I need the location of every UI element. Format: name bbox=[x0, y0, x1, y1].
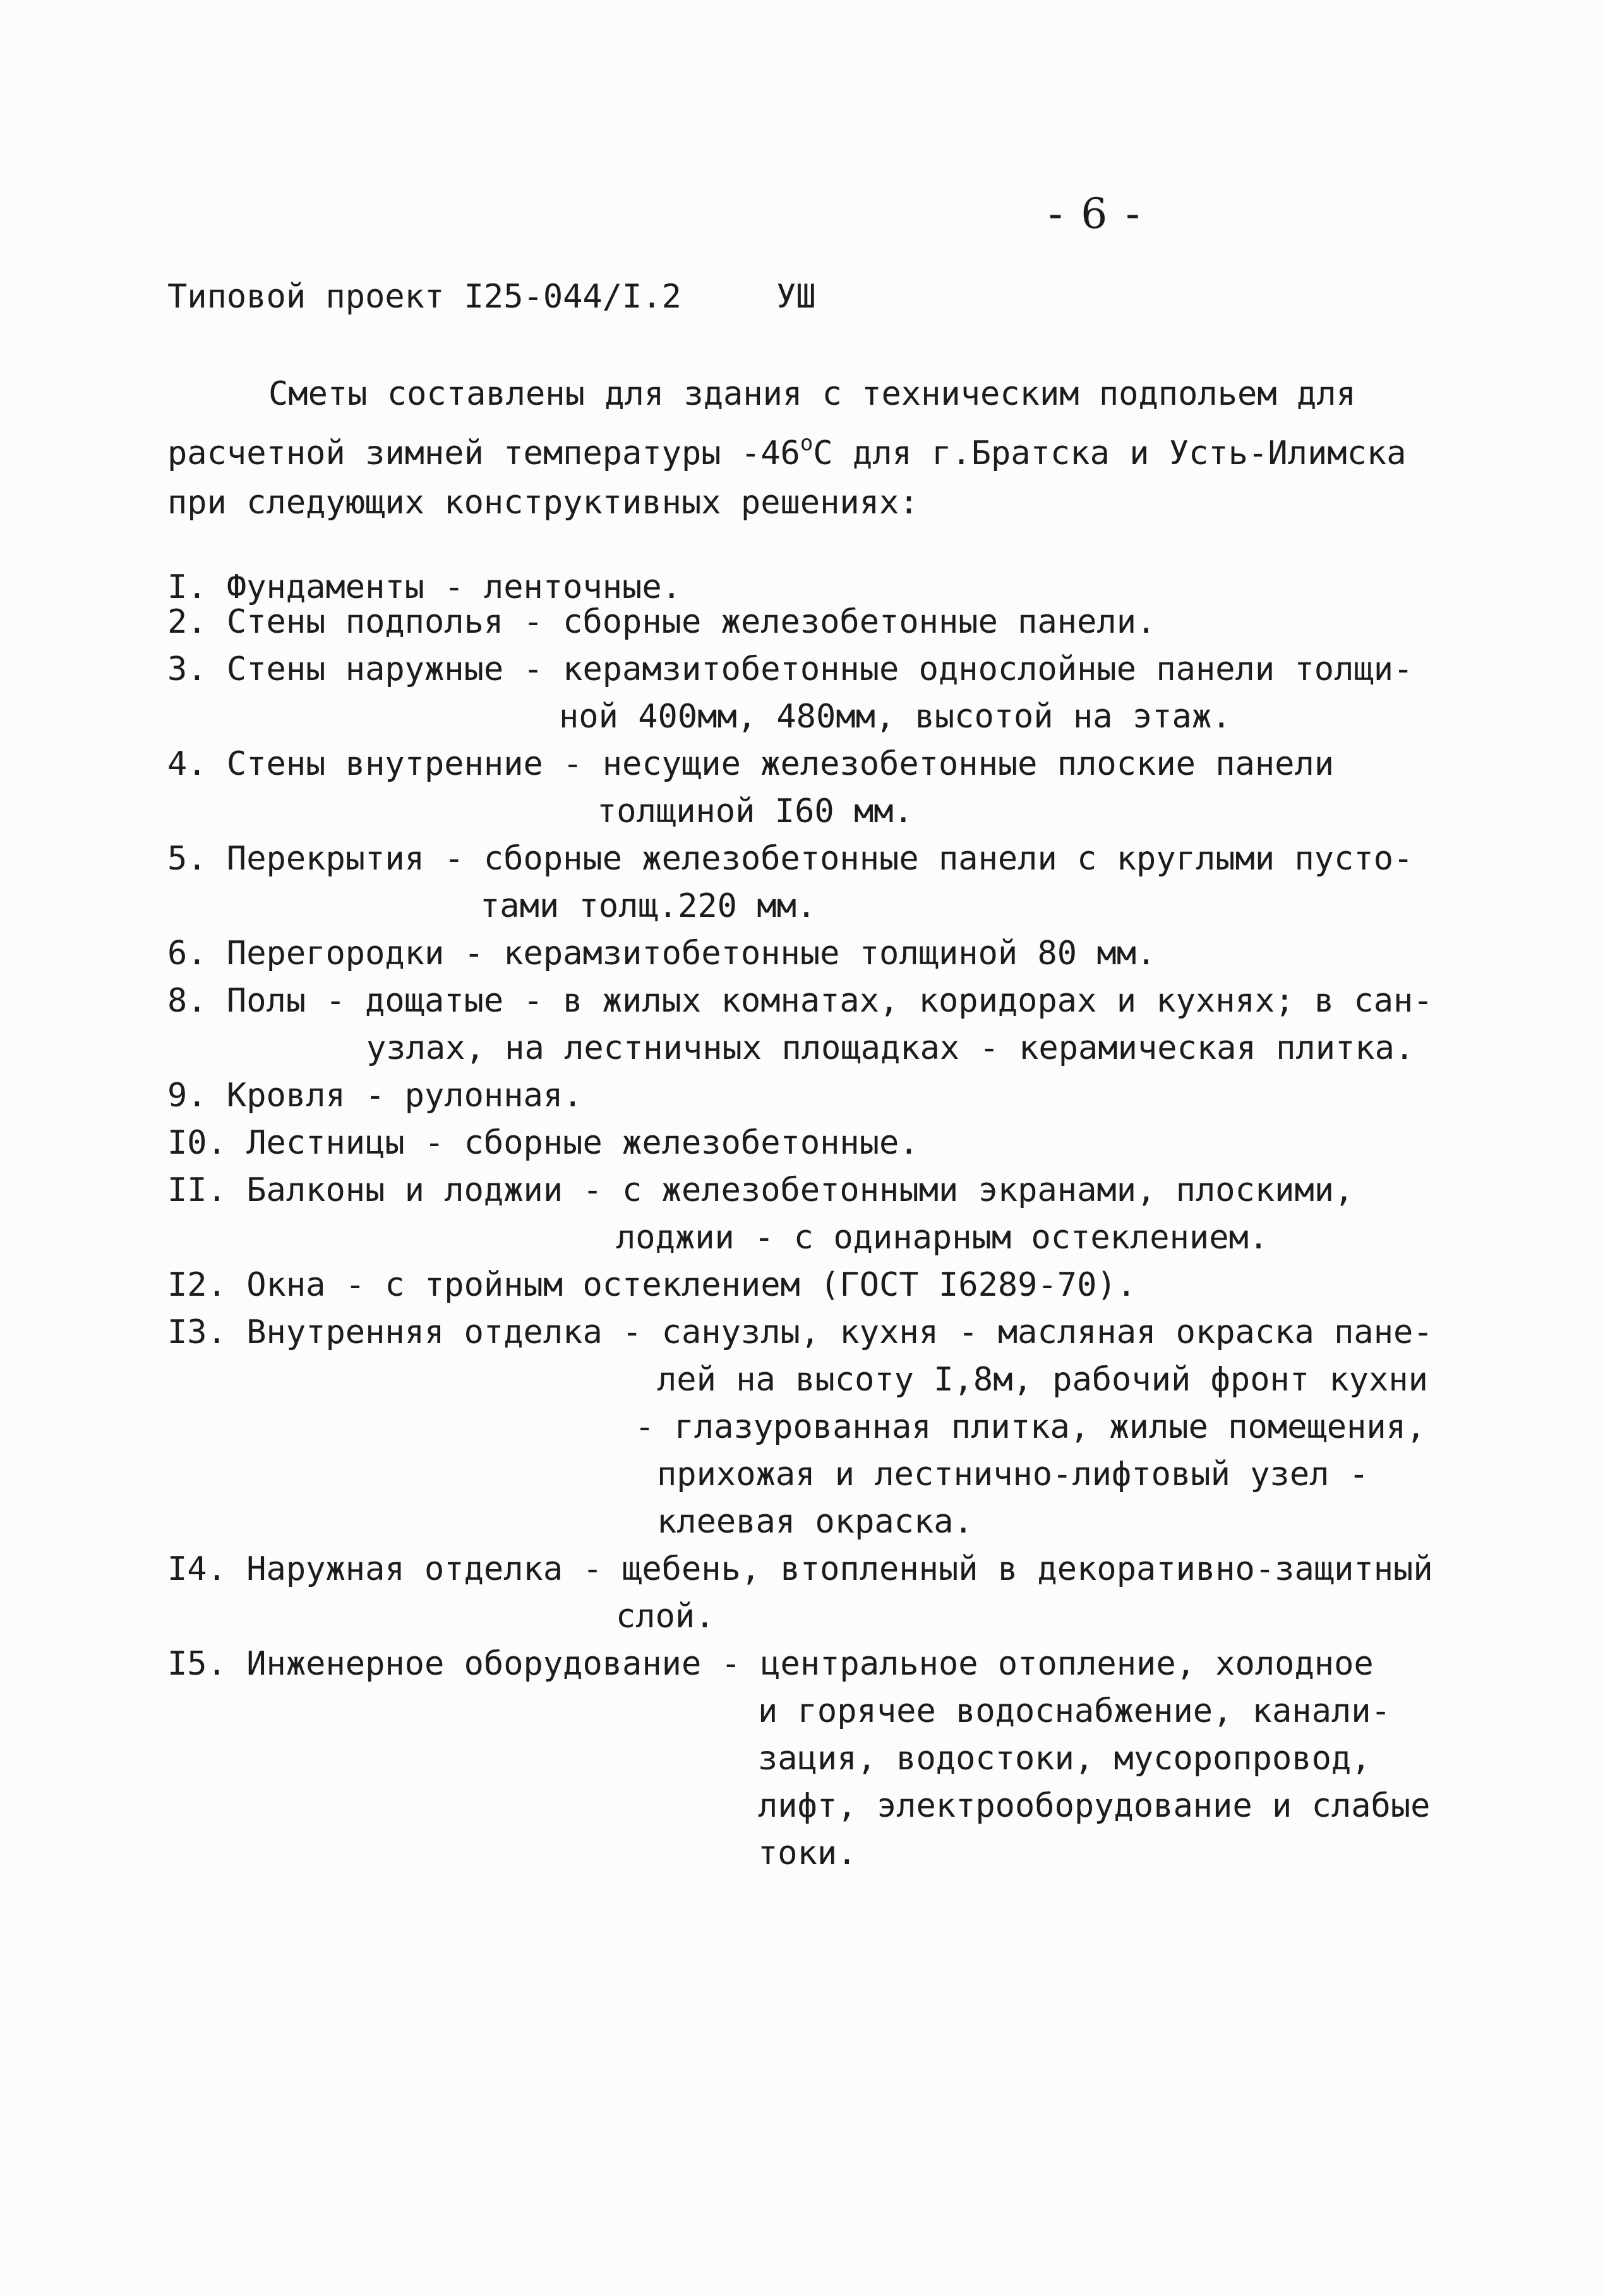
list-item-continuation: токи. bbox=[758, 1834, 857, 1872]
document-header bbox=[167, 278, 816, 316]
degree-mark: о bbox=[800, 431, 814, 456]
intro-line-2-start: расчетной зимней температуры -46 bbox=[167, 434, 800, 472]
list-item-continuation: - глазурованная плитка, жилые помещения, bbox=[635, 1408, 1426, 1446]
list-item-continuation: и горячее водоснабжение, канали- bbox=[758, 1692, 1391, 1730]
list-item: I5. Инженерное оборудование - центральное отопление, холодное bbox=[167, 1645, 1374, 1683]
intro-line-3: при следующих конструктивных решениях: bbox=[167, 484, 919, 522]
list-item: 4. Стены внутренние - несущие железобетонные плоские панели bbox=[167, 745, 1335, 783]
list-item: 6. Перегородки - керамзитобетонные толщиной 80 мм. bbox=[167, 935, 1156, 972]
list-item: I2. Окна - с тройным остеклением (ГОСТ I6289-70). bbox=[167, 1266, 1137, 1304]
list-item-continuation: лоджии - с одинарным остеклением. bbox=[616, 1219, 1269, 1257]
list-item: I. Фундаменты - ленточные. bbox=[167, 568, 681, 606]
list-item: 9. Кровля - рулонная. bbox=[167, 1077, 583, 1115]
list-item-continuation: лифт, электрооборудование и слабые bbox=[758, 1787, 1431, 1825]
list-item-continuation: узлах, на лестничных площадках - керамическая плитка. bbox=[366, 1029, 1415, 1067]
list-item: 8. Полы - дощатые - в жилых комнатах, коридорах и кухнях; в сан- bbox=[167, 982, 1433, 1020]
intro-paragraph bbox=[167, 369, 1431, 527]
list-item: 2. Стены подполья - сборные железобетонные панели. bbox=[167, 603, 1156, 641]
list-item-continuation: ной 400мм, 480мм, высотой на этаж. bbox=[559, 698, 1232, 736]
list-item-continuation: толщиной I60 мм. bbox=[597, 792, 913, 830]
page-number: - 6 - bbox=[1048, 189, 1143, 238]
project-title: Типовой проект I25-044/I.2 bbox=[167, 278, 681, 316]
list-item: I3. Внутренняя отделка - санузлы, кухня - масляная окраска пане- bbox=[167, 1313, 1433, 1351]
intro-line-2 bbox=[167, 431, 1407, 472]
list-item: I4. Наружная отделка - щебень, втопленный в декоративно-защитный bbox=[167, 1550, 1433, 1588]
list-item-continuation: слой. bbox=[616, 1598, 715, 1635]
list-item: II. Балконы и лоджии - с железобетонными экранами, плоскими, bbox=[167, 1171, 1354, 1209]
list-item-continuation: прихожая и лестнично-лифтовый узел - bbox=[657, 1456, 1369, 1493]
list-item: 5. Перекрытия - сборные железобетонные панели с круглыми пусто- bbox=[167, 840, 1414, 878]
list-item-continuation: зация, водостоки, мусоропровод, bbox=[758, 1740, 1371, 1778]
list-item-continuation: клеевая окраска. bbox=[657, 1503, 973, 1541]
intro-line-2-end: С для г.Братска и Усть-Илимска bbox=[813, 434, 1407, 472]
list-item-continuation: лей на высоту I,8м, рабочий фронт кухни bbox=[657, 1361, 1428, 1399]
list-item: I0. Лестницы - сборные железобетонные. bbox=[167, 1124, 919, 1162]
project-code: УШ bbox=[776, 278, 816, 316]
intro-line-1: Сметы составлены для здания с техническим подпольем для bbox=[268, 375, 1356, 413]
list-item-continuation: тами толщ.220 мм. bbox=[480, 887, 817, 925]
list-item: 3. Стены наружные - керамзитобетонные однослойные панели толщи- bbox=[167, 650, 1414, 688]
